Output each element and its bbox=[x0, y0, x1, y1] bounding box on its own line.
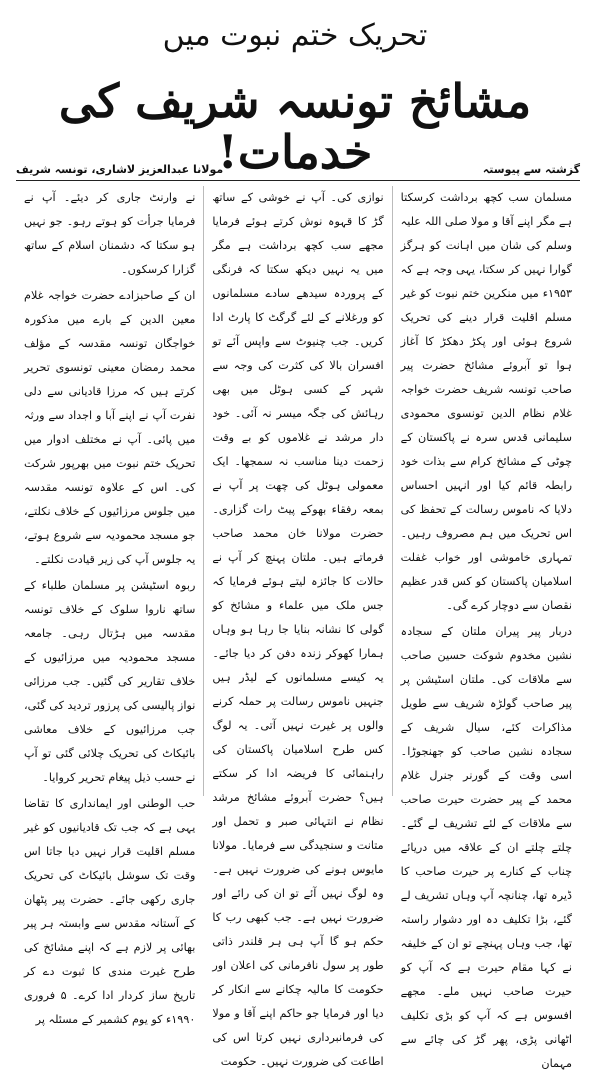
paragraph: ان کے صاحبزادے حضرت خواجہ غلام معین الدین کے بارے میں مذکورہ خواجگان تونسہ مقدسہ کے مؤلف محمد رمضان معینی تونسوی تحریر کرتے ہیں کہ مرزا قادیانی سے دلی نفرت آپ نے اپنے آبا و اجداد سے ورثہ میں پائی۔ آپ نے مختلف ادوار میں تحریک ختم نبوت میں بھرپور شرکت کی۔ اس کے علاوہ تونسہ مقدسہ میں جلوس مرزائیوں کے خلاف نکلتے، جو مسجد محمودیہ سے شروع ہوتے، یہ جلوس آپ کی زیر قیادت نکلتے۔ bbox=[24, 289, 196, 566]
continued-label: گزشتہ سے پیوستہ bbox=[482, 162, 580, 176]
paragraph: نوازی کی۔ آپ نے خوشی کے ساتھ گڑ کا قہوہ نوش کرتے ہوئے فرمایا مجھے سب کچھ برداشت ہے مگر میں یہ نہیں دیکھ سکتا کہ فرنگی کے پروردہ سیدھے سادے مسلمانوں کو ورغلانے کے لئے گرگٹ کا پارٹ ادا کریں۔ جب چنیوٹ سے واپس آئے تو افسران بالا کی کثرت کی وجہ سے شہر کے کسی ہوٹل میں بھی رہائش کی جگہ میسر نہ آئی۔ خود دار مرشد نے غلاموں کو بے وقت زحمت دینا مناسب نہ سمجھا۔ ایک معمولی ہوٹل کی چھت پر آپ نے بمعہ رفقاء بھوکے پیٹ رات گزاری۔ حضرت مولانا خان محمد صاحب فرماتے ہیں۔ ملتان پہنچ کر آپ نے حالات کا جائزہ لیتے ہوئے فرمایا کہ جس ملک میں علماء و مشائخ کو گولی کا نشانہ بنایا جا رہا ہو وہاں ہمارا کھوکر زندہ دفن کر دیا جائے۔ یہ کیسے مسلمانوں کے لیڈر ہیں جنہیں ناموس رسالت پر حملہ کرنے والوں پر غیرت نہیں آتی۔ یہ لوگ کس طرح اسلامیان پاکستان کی راہنمائی کا فریضہ ادا کر سکتے ہیں؟ حضرت آبروئے مشائخ مرشد نظام نے انتہائی صبر و تحمل اور متانت و سنجیدگی سے فرمایا۔ مولانا مایوس ہونے کی ضرورت نہیں ہے۔ وہ لوگ نہیں آئے تو ان کی رائے اور ضرورت نہیں ہے۔ جب کبھی رب کا حکم ہو گا آپ ہی ہر قلندر ذاتی طور پر سول نافرمانی کی اعلان اور حکومت کا مالیہ چکانے سے انکار کر دیا اور فرمایا جو حاکم اپنے آقا و مولا کی فرمانبرداری نہیں کرتا اس کی اطاعت کی ضرورت نہیں۔ حکومت bbox=[212, 191, 384, 1068]
paragraph: مسلمان سب کچھ برداشت کرسکتا ہے مگر اپنے آقا و مولا صلی اللہ علیہ وسلم کی شان میں اہانت کو ہرگز گوارا نہیں کر سکتا، یہی وجہ ہے کہ ۱۹۵۳ء میں منکرین ختم نبوت کو غیر مسلم اقلیت قرار دینے کی تحریک شروع ہوئی اور پکڑ دھکڑ کا آغاز ہوا تو آبروئے مشائخ حضرت پیر صاحب تونسہ شریف حضرت خواجہ غلام نظام الدین تونسوی محمودی سلیمانی قدس سرہ نے پاکستان کے چوٹی کے مشائخ کرام سے بذات خود رابطہ قائم کیا اور انہیں احساس دلایا کہ ناموس رسالت کے تحفظ کی اس تحریک میں ہم مصروف رہیں۔ تمہاری خاموشی اور خواب غفلت اسلامیان پاکستان کو کس قدر عظیم نقصان سے دوچار کرے گی۔ bbox=[400, 191, 572, 612]
article-column-1 bbox=[393, 186, 580, 1070]
paragraph: دربار پیر پیران ملتان کے سجادہ نشین مخدوم شوکت حسین صاحب سے ملاقات کی۔ ملتان اسٹیشن پر پیر صاحب گولڑہ شریف سے طویل مذاکرات کئے، سیال شریف کے سجادہ نشین صاحب کو جھنجوڑا۔ اسی وقت کے گورنر جنرل غلام محمد کے پیر حضرت حیرت صاحب سے ملاقات کے لئے تشریف لے گئے۔ چلتے چلتے ان کے علاقہ میں دریائے چناب کے کنارے پر حیرت صاحب کا ڈیرہ تھا، چنانچہ آپ وہاں تشریف لے گئے، بڑا تکلیف دہ اور دشوار راستہ تھا، جب وہاں پہنچے تو ان کے خلیفہ نے کہا مقام حیرت ہے کہ آپ کو حیرت صاحب نہیں ملے۔ مجھے افسوس ہے کہ آپ کو بڑی تکلیف اٹھانی پڑی، پھر گڑ کی چائے سے مہمان bbox=[400, 625, 572, 1070]
article-column-2 bbox=[204, 186, 392, 1068]
paragraph: ربوہ اسٹیشن پر مسلمان طلباء کے ساتھ ناروا سلوک کے خلاف تونسہ مقدسہ میں ہڑتال رہی۔ جامعہ مسجد محمودیہ میں مرزائیوں کے خلاف تقاریر کی گئیں۔ جب مرزائی نواز پالیسی کی پرزور تردید کی گئی، جب مرزائیوں کے خلاف معاشی بائیکاٹ کی تحریک چلائی گئی تو آپ نے حسب ذیل پیغام تحریر کروایا۔ bbox=[24, 579, 196, 784]
byline-row bbox=[16, 158, 580, 180]
headline-kicker: تحریک ختم نبوت میں bbox=[162, 18, 428, 53]
paragraph: حب الوطنی اور ایمانداری کا تقاضا یہی ہے کہ جب تک قادیانیوں کو غیر مسلم اقلیت قرار نہیں دیا جاتا اس وقت تک سوشل بائیکاٹ کی تحریک جاری رکھی جائے۔ حضرت پیر پٹھان کے آستانہ مقدس سے وابستہ ہر پیر بھائی پر لازم ہے کہ اپنے مشائخ کی طرح غیرت مندی کا ثبوت دے کر تاریخ ساز کردار ادا کرے۔ ۵ فروری ۱۹۹۰ء کو یوم کشمیر کے مسئلہ پر bbox=[24, 797, 196, 1026]
author-byline: مولانا عبدالعزیز لاشاری، تونسہ شریف bbox=[16, 162, 224, 176]
article-columns bbox=[16, 186, 580, 1070]
paragraph: نے وارنٹ جاری کر دیئے۔ آپ نے فرمایا جرأت کو ہوتے رہو۔ جو نہیں ہو سکتا کہ دشمنان اسلام کے ساتھ گزارا کرسکوں۔ bbox=[24, 191, 196, 276]
header-divider bbox=[16, 180, 580, 181]
page-title: مشائخ تونسہ شریف کی خدمات! bbox=[58, 74, 532, 179]
article-column-3 bbox=[16, 186, 204, 1026]
